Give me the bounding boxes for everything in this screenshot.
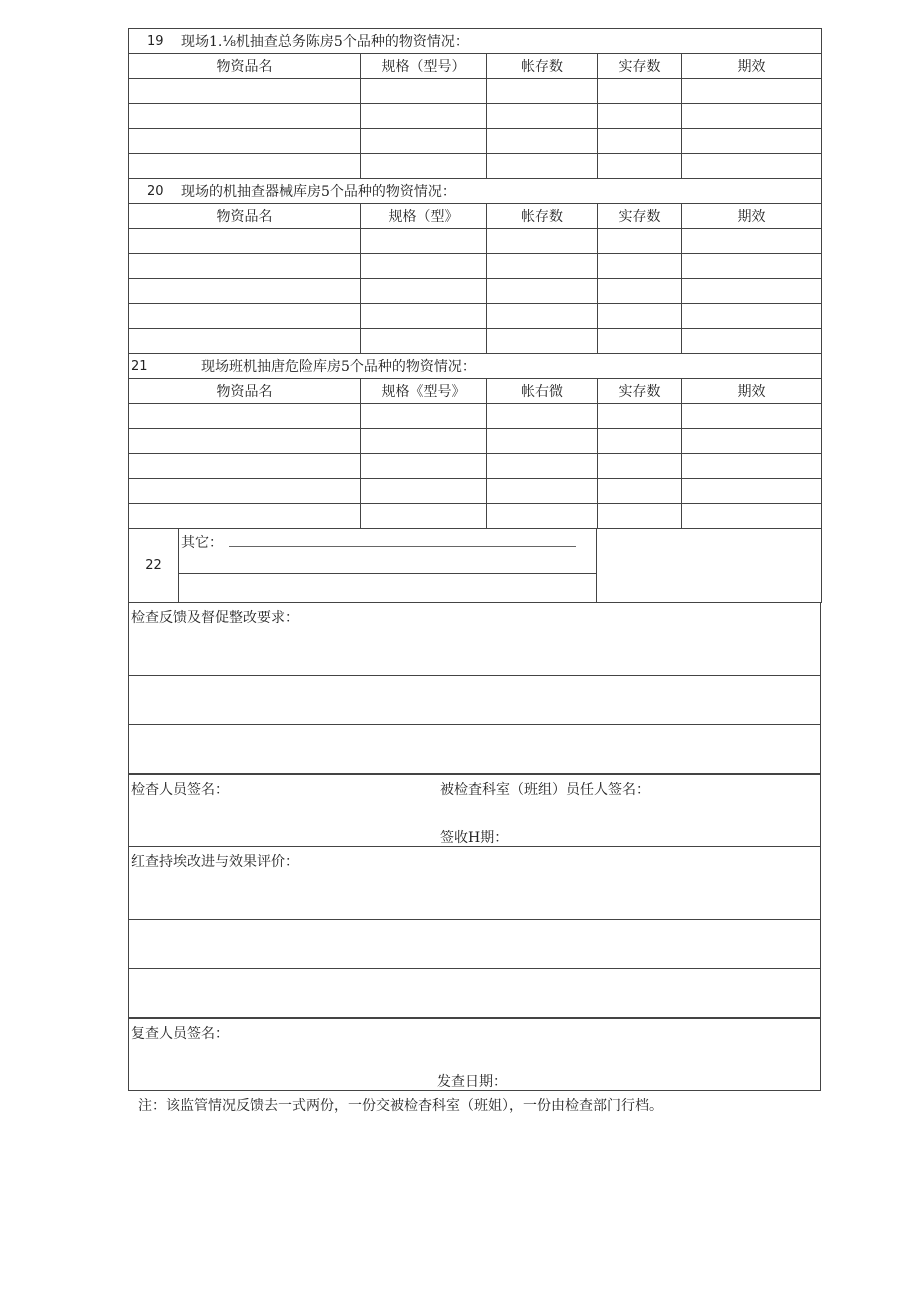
cell[interactable] (361, 279, 487, 304)
cell[interactable] (487, 279, 598, 304)
cell[interactable] (129, 479, 361, 504)
section-number: 22 (129, 529, 179, 603)
cell[interactable] (129, 504, 361, 529)
cell[interactable] (487, 229, 598, 254)
col-header-spec: 规格《型号》 (361, 379, 487, 404)
cell[interactable] (487, 154, 598, 179)
table-row (129, 454, 822, 479)
table-row (129, 104, 822, 129)
cell[interactable] (129, 154, 361, 179)
cell[interactable] (487, 79, 598, 104)
col-header-name: 物资品名 (129, 54, 361, 79)
receipt-date-label: 签收H期： (440, 830, 509, 846)
cell[interactable] (682, 79, 822, 104)
cell[interactable] (598, 404, 682, 429)
col-header-actual-qty: 实存数 (598, 379, 682, 404)
other-line-2[interactable] (179, 573, 597, 602)
cell[interactable] (361, 454, 487, 479)
cell[interactable] (598, 254, 682, 279)
section-22-table (128, 529, 822, 603)
inspector-signature-label: 检杳人员签名： (131, 782, 229, 798)
cell[interactable] (487, 454, 598, 479)
cell[interactable] (487, 404, 598, 429)
cell[interactable] (487, 254, 598, 279)
evaluation-label: 红查持埃改进与效果评价： (131, 854, 299, 870)
cell[interactable] (682, 254, 822, 279)
cell[interactable] (129, 429, 361, 454)
cell[interactable] (598, 229, 682, 254)
cell[interactable] (682, 279, 822, 304)
feedback-area[interactable] (129, 603, 820, 675)
cell[interactable] (487, 504, 598, 529)
cell[interactable] (361, 254, 487, 279)
cell[interactable] (361, 304, 487, 329)
section-number: 21 (131, 358, 148, 374)
cell[interactable] (361, 404, 487, 429)
signature-block (128, 774, 821, 847)
feedback-block (128, 603, 821, 774)
feedback-line[interactable] (129, 724, 820, 773)
col-header-spec: 规格（型》 (361, 204, 487, 229)
section-title: 现场1.⅛机抽查总务陈房5个品种的物资情况： (181, 34, 469, 50)
evaluation-area[interactable] (129, 847, 820, 919)
col-header-expiry: 期效 (682, 54, 822, 79)
section-21-table (128, 354, 822, 529)
evaluation-line[interactable] (129, 968, 820, 1017)
other-label: 其它： (181, 535, 223, 551)
cell[interactable] (682, 454, 822, 479)
cell[interactable] (361, 229, 487, 254)
cell[interactable] (682, 104, 822, 129)
table-row (129, 229, 822, 254)
cell[interactable] (598, 304, 682, 329)
cell[interactable] (129, 254, 361, 279)
cell[interactable] (129, 129, 361, 154)
col-header-actual-qty: 实存数 (598, 54, 682, 79)
table-row (129, 329, 822, 354)
cell[interactable] (361, 429, 487, 454)
feedback-line[interactable] (129, 675, 820, 724)
col-header-spec: 规格（型号） (361, 54, 487, 79)
cell[interactable] (682, 229, 822, 254)
other-underline (229, 546, 576, 547)
table-row (129, 304, 822, 329)
cell[interactable] (361, 329, 487, 354)
cell[interactable] (598, 429, 682, 454)
cell[interactable] (598, 129, 682, 154)
evaluation-line[interactable] (129, 919, 820, 968)
cell[interactable] (598, 279, 682, 304)
section-20-title-row (129, 179, 822, 204)
cell[interactable] (487, 304, 598, 329)
cell[interactable] (129, 279, 361, 304)
table-row (129, 429, 822, 454)
cell[interactable] (487, 329, 598, 354)
cell[interactable] (129, 404, 361, 429)
cell[interactable] (487, 479, 598, 504)
section-21-title-row (129, 354, 822, 379)
cell[interactable] (682, 404, 822, 429)
cell[interactable] (487, 429, 598, 454)
section-19-title-row (129, 29, 822, 54)
cell[interactable] (682, 154, 822, 179)
col-header-expiry: 期效 (682, 204, 822, 229)
section-19-table (128, 28, 822, 179)
section-number: 19 (147, 33, 164, 49)
responsible-signature-label: 被检査科室（班组）员任人签名： (440, 782, 650, 798)
col-header-book-qty: 帐存数 (487, 54, 598, 79)
table-row (129, 479, 822, 504)
section-title: 现场的机抽查器械库房5个品种的物资情况： (181, 184, 456, 200)
cell[interactable] (361, 479, 487, 504)
section-20-table (128, 179, 822, 354)
cell[interactable] (129, 104, 361, 129)
cell[interactable] (682, 129, 822, 154)
table-row (129, 154, 822, 179)
evaluation-block (128, 847, 821, 1018)
footnote: 注：该监管情况反馈去一式两份，一份交被检杳科室（班姐），一份由检查部门行档。 (138, 1098, 663, 1114)
cell[interactable] (129, 304, 361, 329)
other-side-cell (597, 529, 822, 603)
inspection-form (128, 28, 821, 1115)
cell[interactable] (598, 329, 682, 354)
table-row (129, 79, 822, 104)
cell[interactable] (361, 79, 487, 104)
cell[interactable] (361, 104, 487, 129)
cell[interactable] (682, 329, 822, 354)
col-header-book-qty: 帐存数 (487, 204, 598, 229)
feedback-label: 检查反馈及督促整改要求： (131, 610, 299, 626)
cell[interactable] (361, 504, 487, 529)
table-row (129, 279, 822, 304)
reviewer-signature-label: 复查人员签名： (131, 1026, 229, 1042)
cell[interactable] (598, 454, 682, 479)
review-block (128, 1018, 821, 1091)
cell[interactable] (682, 304, 822, 329)
col-header-book-qty: 帐右微 (487, 379, 598, 404)
table-row (129, 504, 822, 529)
section-number: 20 (147, 183, 164, 199)
cell[interactable] (487, 129, 598, 154)
table-row (129, 129, 822, 154)
cell[interactable] (129, 454, 361, 479)
col-header-name: 物资品名 (129, 379, 361, 404)
cell[interactable] (598, 104, 682, 129)
cell[interactable] (598, 479, 682, 504)
review-date-label: 发查日期： (437, 1074, 507, 1090)
cell[interactable] (598, 79, 682, 104)
cell[interactable] (361, 129, 487, 154)
cell[interactable] (598, 504, 682, 529)
cell[interactable] (682, 504, 822, 529)
cell[interactable] (682, 429, 822, 454)
cell[interactable] (682, 479, 822, 504)
section-title: 现场班机抽唐危险库房5个品种的物资情况： (201, 359, 476, 375)
cell[interactable] (129, 79, 361, 104)
cell[interactable] (361, 154, 487, 179)
col-header-name: 物资品名 (129, 204, 361, 229)
cell[interactable] (129, 229, 361, 254)
cell[interactable] (598, 154, 682, 179)
other-field[interactable] (179, 529, 597, 573)
table-row (129, 404, 822, 429)
col-header-actual-qty: 实存数 (598, 204, 682, 229)
table-row (129, 254, 822, 279)
cell[interactable] (129, 329, 361, 354)
cell[interactable] (487, 104, 598, 129)
col-header-expiry: 期效 (682, 379, 822, 404)
